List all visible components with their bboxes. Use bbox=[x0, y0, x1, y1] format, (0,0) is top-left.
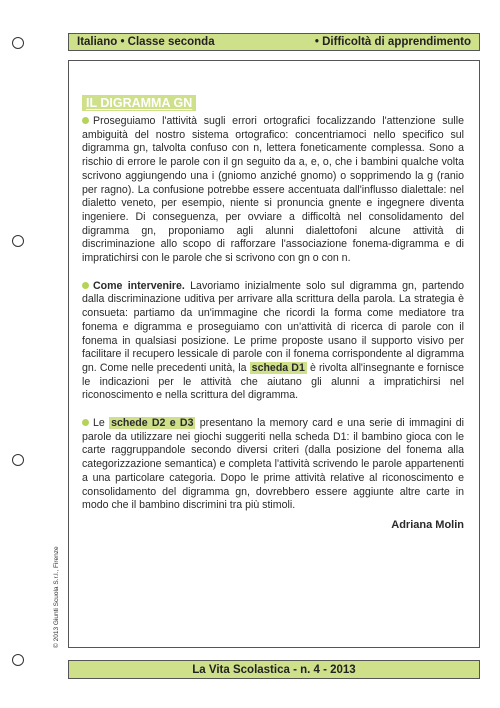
worksheet-highlight-d1: scheda D1 bbox=[251, 361, 305, 374]
section-lead: Come intervenire. bbox=[93, 279, 185, 292]
bullet-icon bbox=[82, 419, 89, 426]
article-title: IL DIGRAMMA GN bbox=[82, 95, 196, 111]
bullet-icon bbox=[82, 117, 89, 124]
bullet-icon bbox=[82, 282, 89, 289]
footer-bar bbox=[68, 660, 480, 679]
binder-hole-1 bbox=[12, 37, 24, 49]
binder-hole-3 bbox=[12, 454, 24, 466]
paragraph-worksheets-text-a: Le bbox=[93, 417, 110, 430]
header-topic: • Difficoltà di apprendimento bbox=[314, 36, 471, 48]
footer-publication: La Vita Scolastica - n. 4 - 2013 bbox=[192, 663, 356, 676]
author-name: Adriana Molin bbox=[391, 518, 464, 531]
paragraph-worksheets-text-b: presentano la memory card e una serie di immagini di parole da utilizzare nei giochi suggeriti nella scheda D1: il bambino gioca con le carte raggruppandole secondo diversi criteri (dalla posizione del fonema alla categorizzazione semantica) e completa l'attività scrivendo le parole appartenenti a una particolare categoria. Dopo le prime attività relative al riconoscimento e consolidamento del digramma gn, dovrebbero essere aggiunte altre carte in modo che il bambino discrimini tra più stimoli. bbox=[82, 417, 464, 512]
header-subject: Italiano • Classe seconda bbox=[77, 36, 215, 48]
paragraph-worksheets bbox=[82, 417, 464, 513]
content-frame bbox=[68, 60, 480, 648]
paragraph-how-to-text-a: Lavoriamo inizialmente solo sul digramma gn, partendo dalla discriminazione uditiva per arrivare alla scrittura della parola. La strategia è consueta: partiamo da un'immagine che ricordi la forma come mediatore tra fonema e digramma e proseguiamo con un'attività di ricerca di parole con il fonema in qualsiasi posizione. Le prime proposte usano il supporto visivo per facilitare il recupero lessicale di parole con il fonema corrispondente al digramma gn. Come nelle precedenti unità, la bbox=[82, 279, 464, 374]
paragraph-intro bbox=[82, 115, 464, 266]
paragraph-how-to-text-b: è rivolta all'insegnante e fornisce le indicazioni per le attività che aiutano gli alunni a impratichirsi nel riconoscimento e nella scrittura del digramma. bbox=[82, 361, 464, 402]
binder-hole-4 bbox=[12, 654, 24, 666]
paragraph-intro-text: Proseguiamo l'attività sugli errori ortografici focalizzando l'attenzione sulle ambiguità del nostro sistema ortografico: concentriamoci nello specifico sul digramma gn, talvolta confuso con n, lettera foneticamente complessa. Sono a rischio di errore le parole con il gn seguito da a, e, o, che i bambini qualche volta scrivono aggiungendo una i (gniomo anziché gnomo) o sopprimendo la g (ranio per ragno). La confusione potrebbe essere accentuata dall'influsso dialettale: nel dialetto veneto, per esempio, niente si pronuncia gnente e ingegnere diventa ingeniere. Di conseguenza, per ovviare a difficoltà nel consolidamento del digramma gn, proponiamo agli alunni dialettofoni alcune attività di discriminazione allo scopo di rafforzare l'associazione fonema-digramma e di impratichirsi con le parole che si scrivono con gn o con n. bbox=[82, 115, 464, 265]
article-body bbox=[82, 94, 464, 531]
binder-hole-2 bbox=[12, 235, 24, 247]
worksheet-highlight-d2-d3: schede D2 e D3 bbox=[111, 417, 194, 430]
copyright-notice: © 2013 Giunti Scuola S.r.l., Firenze bbox=[53, 546, 60, 648]
paragraph-how-to bbox=[82, 280, 464, 403]
header-bar bbox=[68, 33, 480, 51]
